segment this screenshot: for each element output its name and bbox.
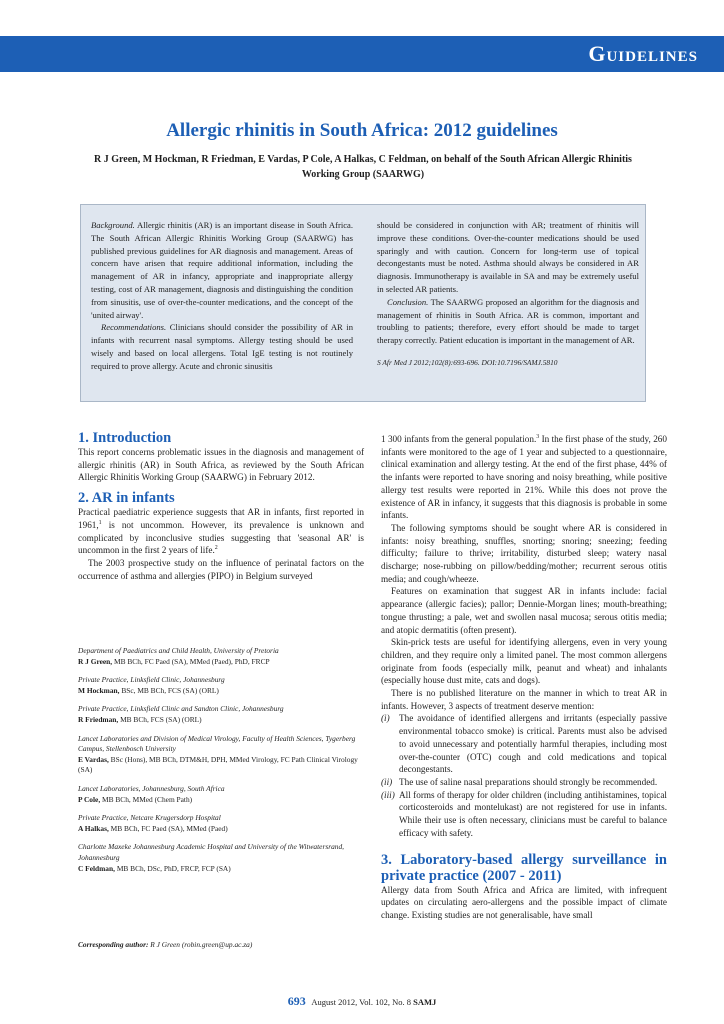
list-text: All forms of therapy for older children (including antihistamines, topical corticosteroids and montelukast) are not registered for use in infants. While their use is often necessary, clinicians must be careful to balance efficacy with safety. bbox=[399, 789, 667, 838]
affiliation-quals: MB BCh, DSc, PhD, FRCP, FCP (SA) bbox=[114, 863, 231, 873]
affiliation-dept: Charlotte Maxeke Johannesburg Academic Hospital and University of the Witwatersrand, Johannesburg bbox=[78, 842, 345, 862]
affiliation-item bbox=[78, 704, 364, 725]
journal-name: SAMJ bbox=[413, 997, 437, 1007]
treatment-paragraph: There is no published literature on the manner in which to treat AR in infants. However, 3 aspects of treatment deserve mention: bbox=[381, 688, 667, 711]
heading-introduction: 1. Introduction bbox=[78, 430, 172, 446]
background-text: Allergic rhinitis (AR) is an important disease in South Africa. The South African Allergic Rhinitis Working Group (SAARWG) has published previous guidelines for AR diagnosis and management. Areas of concern have arisen that require additional information, including the management of AR in infancy, appropriate and inappropriate allergy testing, cost of AR management, diagnosis and distinguishing the condition from sinusitis, use of over-the-counter medications, and the concept of the 'united airway'. bbox=[91, 220, 353, 320]
list-marker: (i) bbox=[381, 713, 390, 724]
affiliation-quals: BSc (Hons), MB BCh, DTM&H, DPH, MMed Virology, FC Path Clinical Virology (SA) bbox=[78, 754, 358, 775]
pipo-text-b: In the first phase of the study, 260 infants were monitored to the age of 1 year and subjected to a questionnaire, clinical examination and allergy testing. At the end of the first phase, 44% of the infants were reported to have snoring and noisy breathing, while positive allergy test results were reported in 21%. While this does not prove the existence of AR in infancy, it suggests that this diagnosis is probable in some infants. bbox=[381, 434, 667, 521]
affiliation-name: R Friedman, bbox=[78, 714, 119, 724]
pipo-text-a: 1 300 infants from the general population. bbox=[381, 434, 537, 444]
symptoms-paragraph: The following symptoms should be sought where AR is considered in infants: noisy breathing, snuffles, snorting; snoring; sneezing; feeding difficulty; failure to thrive; irritability, disturbed sleep; watery nasal discharge; nose-rubbing on pillow/bedding/mother; recurrent serous otitis media; and cough/wheeze. bbox=[381, 522, 667, 584]
affiliation-dept: Private Practice, Netcare Krugersdorp Hospital bbox=[78, 813, 221, 823]
surveillance-paragraph: Allergy data from South Africa and Africa are limited, with infrequent updates on circulating aero-allergens and the possible impact of climate change. Existing studies are not generalisable, have small bbox=[381, 884, 667, 920]
issue-info: August 2012, Vol. 102, No. 8 bbox=[311, 997, 411, 1007]
affiliation-dept: Private Practice, Linksfield Clinic and Sandton Clinic, Johannesburg bbox=[78, 704, 284, 714]
affiliation-dept: Department of Paediatrics and Child Health, University of Pretoria bbox=[78, 646, 279, 655]
affiliation-name: P Cole, bbox=[78, 794, 101, 804]
section-banner bbox=[0, 36, 724, 72]
list-marker: (ii) bbox=[381, 776, 393, 787]
affiliation-name: M Hockman, bbox=[78, 685, 120, 695]
list-item bbox=[381, 712, 667, 776]
affiliation-name: E Vardas, bbox=[78, 754, 109, 764]
affiliation-dept: Private Practice, Linksfield Clinic, Johannesburg bbox=[78, 675, 225, 685]
affiliation-item bbox=[78, 646, 364, 667]
affiliation-item bbox=[78, 675, 364, 696]
corresponding-label: Corresponding author: bbox=[78, 940, 149, 949]
affiliation-quals: MB BCh, MMed (Chem Path) bbox=[100, 794, 193, 804]
article-title: Allergic rhinitis in South Africa: 2012 guidelines bbox=[166, 120, 558, 141]
conclusion-label: Conclusion. bbox=[387, 296, 429, 307]
list-text: The use of saline nasal preparations should strongly be recommended. bbox=[399, 776, 658, 787]
list-item bbox=[381, 776, 667, 789]
reference-2: 2 bbox=[214, 545, 218, 552]
abstract-box bbox=[80, 204, 646, 402]
page-number: 693 bbox=[287, 994, 306, 1008]
affiliation-quals: BSc, MB BCh, FCS (SA) (ORL) bbox=[119, 685, 219, 695]
list-text: The avoidance of identified allergens and irritants (especially passive environmental tobacco smoke) is critical. Parents must also be advised to avoid unnecessary and potentially harmful therapies, including most over-the-counter (OTC) cough and cold medications and topical decongestants. bbox=[399, 713, 667, 775]
reference-1: 1 bbox=[98, 519, 102, 526]
affiliation-name: A Halkas, bbox=[78, 823, 109, 833]
abstract-left-column bbox=[91, 219, 353, 373]
corresponding-text: R J Green (robin.green@up.ac.za) bbox=[148, 940, 253, 949]
heading-ar-in-infants: 2. AR in infants bbox=[78, 490, 175, 507]
skin-prick-paragraph: Skin-prick tests are useful for identifying allergens, even in very young children, and they require only a limited panel. The most common allergens originate from foods (especially milk, peanut and wheat) and inhalants (especially house dust mite, cats and dogs). bbox=[381, 637, 667, 686]
body-right-column bbox=[381, 433, 667, 922]
section-label: Guidelines bbox=[588, 41, 698, 66]
conclusion-text: The SAARWG proposed an algorithm for the diagnosis and management of rhinitis in South Africa. AR is common, important and troubling to patients; therefore, every effort should be made to target therapy correctly. Patient education is important in the management of AR. bbox=[377, 296, 639, 346]
pipo-paragraph bbox=[381, 433, 667, 522]
affiliation-item bbox=[78, 842, 364, 874]
citation: S Afr Med J 2012;102(8):693-696. DOI:10.7196/SAMJ.5810 bbox=[377, 357, 558, 367]
corresponding-author bbox=[78, 940, 364, 949]
infants-text-b: is not uncommon. However, its prevalence is unknown and complicated by inconclusive studies suggesting that 'seasonal AR' is uncommon in the first 2 years of life. bbox=[78, 519, 364, 556]
affiliation-item bbox=[78, 813, 364, 834]
reference-3: 3 bbox=[536, 433, 540, 440]
affiliation-item bbox=[78, 734, 364, 776]
infants-paragraph-2: The 2003 prospective study on the influence of perinatal factors on the occurrence of asthma and allergies (PIPO) in Belgium surveyed bbox=[78, 557, 364, 581]
heading-laboratory-surveillance: 3. Laboratory-based allergy surveillance in private practice (2007 - 2011) bbox=[381, 851, 667, 884]
recommendations-continued: should be considered in conjunction with AR; treatment of rhinitis will improve these conditions. Over-the-counter medications should be used sparingly and with caution. Concern for long-term use of topical decongestants must be noted. Asthma should always be considered in AR diagnosis. Immunotherapy is available in SA and may be extremely useful in selected AR patients. bbox=[377, 220, 639, 294]
abstract-right-column bbox=[377, 219, 639, 370]
examination-paragraph: Features on examination that suggest AR in infants include: facial appearance (allergic facies); pallor; Dennie-Morgan lines; mouth-breathing; tongue thrusting; a pale, wet and swollen nasal mucosa; serous otitis media; and atopic dermatitis (often present). bbox=[381, 586, 667, 635]
affiliation-quals: MB BCh, FC Paed (SA), MMed (Paed) bbox=[108, 823, 228, 833]
affiliations bbox=[78, 646, 364, 882]
list-marker: (iii) bbox=[381, 789, 395, 800]
background-label: Background. bbox=[91, 220, 135, 230]
infants-paragraph-1 bbox=[78, 506, 364, 557]
recommendations-label: Recommendations. bbox=[101, 322, 167, 333]
article-authors: R J Green, M Hockman, R Friedman, E Vardas, P Cole, A Halkas, C Feldman, on behalf of the South African Allergic Rhinitis Working Group (SAARWG) bbox=[94, 154, 632, 180]
affiliation-name: R J Green, bbox=[78, 656, 113, 666]
recommendations-text: Clinicians should consider the possibility of AR in infants with recurrent nasal symptoms. Allergy testing should be used wisely and based on local allergens. Total IgE testing is not routinely required to prove allergy. Acute and chronic sinusitis bbox=[91, 322, 353, 371]
affiliation-dept: Lancet Laboratories and Division of Medical Virology, Faculty of Health Sciences, Tygerberg Campus, Stellenbosch University bbox=[78, 733, 356, 754]
affiliation-name: C Feldman, bbox=[78, 863, 115, 873]
affiliation-item bbox=[78, 784, 364, 805]
affiliation-quals: MB BCh, FCS (SA) (ORL) bbox=[118, 714, 202, 724]
intro-paragraph: This report concerns problematic issues in the diagnosis and management of allergic rhinitis (AR) in South Africa, as reviewed by the South African Allergic Rhinitis Working Group (SAARWG) in February 2012. bbox=[78, 447, 364, 483]
affiliation-quals: MB BCh, FC Paed (SA), MMed (Paed), PhD, FRCP bbox=[112, 656, 270, 666]
list-item bbox=[381, 789, 667, 840]
page-footer bbox=[0, 994, 724, 1009]
treatment-list bbox=[381, 712, 667, 839]
affiliation-dept: Lancet Laboratories, Johannesburg, South Africa bbox=[78, 783, 225, 793]
body-left-column bbox=[78, 430, 364, 582]
infants-text-a: Practical paediatric experience suggests that AR in infants, first reported in 1961, bbox=[78, 507, 364, 530]
